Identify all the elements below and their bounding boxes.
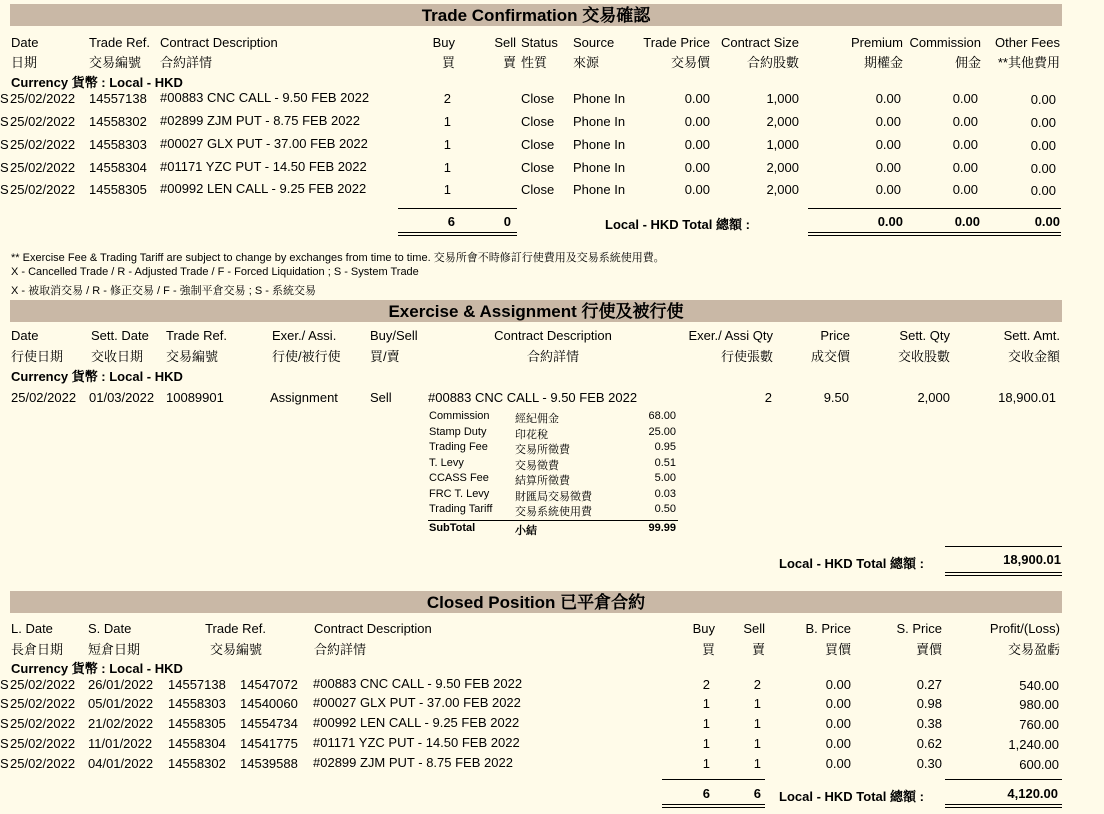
commission: 0.00 [952,182,978,197]
col-contract-zh: 合約詳情 [526,349,579,364]
commission: 0.00 [952,114,978,129]
sell-qty: 1 [753,696,761,711]
col-trade-ref: Trade Ref. [89,35,150,50]
total-sell: 6 [753,786,761,801]
col-s-price: S. Price [896,621,942,636]
col-sett-amt: Sett. Amt. [1003,328,1060,343]
double-rule [945,804,1062,808]
trade-price: 0.00 [684,114,710,129]
col-other-fees-zh: **其他費用 [997,55,1060,70]
other-fees: 0.00 [1030,115,1056,130]
fee-amount: 68.00 [648,410,676,422]
trade-ref-short: 14539588 [240,756,298,771]
col-sett-date-zh: 交收日期 [91,349,144,364]
contract-size: 1,000 [766,91,799,106]
subtotal-label-zh: 小結 [515,525,537,537]
long-date: 25/02/2022 [10,716,76,731]
col-premium-zh: 期權金 [863,55,903,70]
profit-loss: 760.00 [1019,717,1059,732]
trade-price: 0.00 [684,182,710,197]
commission: 0.00 [952,91,978,106]
trade-date: 25/02/2022 [10,114,76,129]
system-trade-flag: S [0,182,9,197]
short-date: 04/01/2022 [88,756,154,771]
long-date: 25/02/2022 [10,696,76,711]
col-commission-zh: 佣金 [954,55,981,70]
double-rule [945,572,1062,576]
contract-description: #00883 CNC CALL - 9.50 FEB 2022 [313,676,523,691]
col-buy: Buy [432,35,455,50]
contract-size: 1,000 [766,137,799,152]
trade-price: 0.00 [684,91,710,106]
total-rule [662,779,765,780]
short-date: 11/01/2022 [88,736,153,751]
exercise-sett-qty: 2,000 [917,390,950,405]
total-label: Local - HKD Total 總額 : [605,217,750,232]
long-date: 25/02/2022 [10,756,76,771]
buy-qty: 1 [443,160,451,175]
col-date-zh: 行使日期 [11,349,64,364]
col-sett-qty: Sett. Qty [899,328,950,343]
col-status-zh: 性質 [521,55,548,70]
exercise-sett-date: 01/03/2022 [89,390,155,405]
trade-price: 0.00 [684,137,710,152]
col-date: Date [11,35,39,50]
col-contract: Contract Description [314,621,432,636]
col-exer-zh: 行使/被行使 [272,349,341,364]
currency-label: Currency 貨幣 : Local - HKD [11,661,183,676]
trade-ref-long: 14558305 [168,716,226,731]
col-s-date-zh: 短倉日期 [88,642,141,657]
fee-name: Commission [429,410,490,422]
col-contract: Contract Description [160,35,278,50]
exercise-contract: #00883 CNC CALL - 9.50 FEB 2022 [428,390,638,405]
system-trade-flag: S [0,160,9,175]
sell-qty: 1 [753,736,761,751]
source: Phone In [573,137,626,152]
trade-ref: 14557138 [89,91,147,106]
col-trade-ref-zh: 交易編號 [89,55,142,70]
source: Phone In [573,182,626,197]
status: Close [521,114,555,129]
fee-name-zh: 印花稅 [515,428,548,441]
fee-name-zh: 交易所徵費 [515,444,570,456]
fee-name-zh: 交易徵費 [515,459,559,472]
fee-amount: 0.95 [654,441,676,453]
fee-amount: 0.03 [654,487,676,500]
commission: 0.00 [952,160,978,175]
col-l-date-zh: 長倉日期 [11,642,64,657]
system-trade-flag: S [0,696,9,711]
exercise-price: 9.50 [823,390,849,405]
total-amount: 18,900.01 [1003,552,1061,567]
col-trade-ref: Trade Ref. [205,621,266,636]
fee-amount: 5.00 [654,472,676,484]
trade-ref-long: 14557138 [168,677,226,692]
col-contract: Contract Description [494,328,612,343]
contract-size: 2,000 [766,114,799,129]
buy-price: 0.00 [825,716,851,731]
col-profit-loss: Profit/(Loss) [989,621,1060,636]
col-exer: Exer./ Assi. [272,328,337,343]
short-date: 26/01/2022 [88,677,154,692]
col-contract-size-zh: 合約股數 [746,55,799,70]
exercise-qty: 2 [764,390,772,405]
trade-date: 25/02/2022 [10,91,76,106]
premium: 0.00 [875,137,901,152]
sell-qty: 1 [753,756,761,771]
trade-ref-long: 14558302 [168,756,226,771]
buy-price: 0.00 [825,677,851,692]
contract-description: #02899 ZJM PUT - 8.75 FEB 2022 [313,755,513,770]
other-fees: 0.00 [1030,138,1056,153]
fee-name-zh: 交易系統使用費 [515,506,592,518]
exercise-date: 25/02/2022 [11,390,77,405]
sell-price: 0.98 [916,696,942,711]
trade-ref-short: 14547072 [240,677,298,692]
system-trade-flag: S [0,756,9,771]
col-sell-zh: 賣 [751,642,765,657]
col-qty-zh: 行使張數 [720,349,773,364]
total-rule [945,546,1062,547]
contract-description: #00883 CNC CALL - 9.50 FEB 2022 [160,90,370,105]
col-s-price-zh: 賣價 [915,642,942,657]
col-trade-price: Trade Price [643,35,710,50]
trade-ref: 14558304 [89,160,147,175]
other-fees: 0.00 [1030,183,1056,198]
closed-position-title: Closed Position 已平倉合約 [10,591,1062,613]
fee-name: Trading Tariff [429,503,493,515]
contract-description: #02899 ZJM PUT - 8.75 FEB 2022 [160,113,360,128]
contract-description: #00027 GLX PUT - 37.00 FEB 2022 [313,695,521,710]
long-date: 25/02/2022 [10,677,76,692]
fee-amount: 0.50 [654,503,676,515]
other-fees: 0.00 [1030,161,1056,176]
fee-name-zh: 財匯局交易徵費 [515,490,592,503]
col-trade-ref: Trade Ref. [166,328,227,343]
status: Close [521,137,555,152]
contract-description: #01171 YZC PUT - 14.50 FEB 2022 [160,159,367,174]
profit-loss: 600.00 [1019,757,1059,772]
trade-price: 0.00 [684,160,710,175]
buy-qty: 1 [443,182,451,197]
short-date: 21/02/2022 [88,716,154,731]
total-label: Local - HKD Total 總額 : [779,556,924,571]
fee-amount: 25.00 [648,425,676,438]
sell-qty: 1 [753,716,761,731]
contract-description: #00027 GLX PUT - 37.00 FEB 2022 [160,136,368,151]
source: Phone In [573,114,626,129]
total-rule [398,208,517,209]
col-other-fees: Other Fees [994,35,1060,50]
short-date: 05/01/2022 [88,696,154,711]
trade-ref: 14558305 [89,182,147,197]
exercise-sett-amt: 18,900.01 [998,390,1056,405]
premium: 0.00 [875,114,901,129]
col-sett-date: Sett. Date [91,328,149,343]
other-fees: 0.00 [1030,92,1056,107]
buy-price: 0.00 [825,756,851,771]
source: Phone In [573,160,626,175]
status: Close [521,160,555,175]
buy-price: 0.00 [825,736,851,751]
fee-amount: 0.51 [654,456,676,469]
col-sell-zh: 賣 [502,55,516,70]
fee-name: FRC T. Levy [429,487,490,500]
contract-description: #01171 YZC PUT - 14.50 FEB 2022 [313,735,520,750]
profit-loss: 540.00 [1019,678,1059,693]
premium: 0.00 [875,91,901,106]
col-date-zh: 日期 [11,55,38,70]
long-date: 25/02/2022 [10,736,76,751]
col-qty: Exer./ Assi Qty [688,328,773,343]
col-contract-size: Contract Size [720,35,799,50]
buy-qty: 1 [702,696,710,711]
trade-ref-short: 14540060 [240,696,298,711]
trade-ref-long: 14558304 [168,736,226,751]
status: Close [521,182,555,197]
buy-qty: 1 [702,736,710,751]
profit-loss: 1,240.00 [1008,737,1059,752]
buy-qty: 2 [443,91,451,106]
system-trade-flag: S [0,736,9,751]
fee-name: Trading Fee [429,441,488,453]
exercise-buysell: Sell [370,390,392,405]
trade-ref-short: 14541775 [240,736,298,751]
col-trade-ref-zh: 交易編號 [209,642,262,657]
total-sell: 0 [503,214,511,229]
col-sell: Sell [494,35,516,50]
currency-label: Currency 貨幣 : Local - HKD [11,75,183,90]
total-label: Local - HKD Total 總額 : [779,789,924,804]
total-profit-loss: 4,120.00 [1007,786,1058,801]
system-trade-flag: S [0,137,9,152]
subtotal-amount: 99.99 [648,522,676,534]
premium: 0.00 [875,182,901,197]
contract-size: 2,000 [766,160,799,175]
contract-size: 2,000 [766,182,799,197]
total-rule [808,208,1061,209]
exercise-type: Assignment [270,390,338,405]
trade-ref-short: 14554734 [240,716,298,731]
trade-ref: 14558302 [89,114,147,129]
trade-ref-long: 14558303 [168,696,226,711]
col-sett-amt-zh: 交收金額 [1007,349,1060,364]
col-date: Date [11,328,39,343]
trade-ref: 14558303 [89,137,147,152]
fee-name: Stamp Duty [429,425,487,438]
sell-qty: 2 [753,677,761,692]
col-premium: Premium [850,35,903,50]
total-commission: 0.00 [954,214,980,229]
col-sett-qty-zh: 交收股數 [897,349,950,364]
status: Close [521,91,555,106]
system-trade-flag: S [0,114,9,129]
col-status: Status [521,35,558,50]
col-contract-zh: 合約詳情 [160,55,213,70]
total-buy: 6 [447,214,455,229]
exercise-title: Exercise & Assignment 行使及被行使 [10,300,1062,322]
buy-price: 0.00 [825,696,851,711]
sell-price: 0.27 [916,677,942,692]
subtotal-label: SubTotal [429,522,476,534]
fee-name: CCASS Fee [429,472,489,484]
note-legend-zh: X - 被取消交易 / R - 修正交易 / F - 強制平倉交易 ; S - 系統交易 [11,285,316,297]
buy-qty: 1 [443,137,451,152]
buy-qty: 1 [443,114,451,129]
col-trade-price-zh: 交易價 [670,55,710,70]
col-l-date: L. Date [11,621,53,636]
exercise-ref: 10089901 [166,390,224,405]
double-rule [808,232,1061,236]
trade-date: 25/02/2022 [10,160,76,175]
col-buysell-zh: 買/賣 [370,349,400,364]
source: Phone In [573,91,626,106]
trade-date: 25/02/2022 [10,182,76,197]
premium: 0.00 [875,160,901,175]
col-trade-ref-zh: 交易編號 [166,349,219,364]
col-profit-loss-zh: 交易盈虧 [1007,642,1060,657]
col-buy-zh: 買 [701,642,715,657]
trade-confirmation-title: Trade Confirmation 交易確認 [10,4,1062,26]
note-legend-en: X - Cancelled Trade / R - Adjusted Trade / F - Forced Liquidation ; S - System Trade [11,266,419,278]
buy-qty: 1 [702,716,710,731]
note-fees: ** Exercise Fee & Trading Tariff are subject to change by exchanges from time to time. 交易所會不時修訂行使費用及交易系統使用費。 [11,252,665,264]
col-contract-zh: 合約詳情 [314,642,367,657]
trade-date: 25/02/2022 [10,137,76,152]
fee-name-zh: 經紀佣金 [515,413,559,425]
double-rule [398,232,517,236]
sell-price: 0.30 [916,756,942,771]
system-trade-flag: S [0,677,9,692]
col-sell: Sell [743,621,765,636]
system-trade-flag: S [0,91,9,106]
commission: 0.00 [952,137,978,152]
sell-price: 0.62 [916,736,942,751]
contract-description: #00992 LEN CALL - 9.25 FEB 2022 [160,181,367,196]
col-buy-zh: 買 [441,55,455,70]
total-buy: 6 [702,786,710,801]
sell-price: 0.38 [916,716,942,731]
double-rule [662,804,765,808]
col-price-zh: 成交價 [810,349,850,364]
fee-name-zh: 結算所徵費 [515,475,570,487]
contract-description: #00992 LEN CALL - 9.25 FEB 2022 [313,715,520,730]
col-price: Price [820,328,850,343]
col-commission: Commission [909,35,981,50]
buy-qty: 1 [702,756,710,771]
fee-name: T. Levy [429,456,464,469]
col-b-price-zh: 買價 [824,642,851,657]
col-buysell: Buy/Sell [370,328,418,343]
total-other: 0.00 [1034,214,1060,229]
buy-qty: 2 [702,677,710,692]
col-source: Source [573,35,615,50]
total-rule [945,779,1062,780]
total-premium: 0.00 [877,214,903,229]
col-b-price: B. Price [805,621,851,636]
col-source-zh: 來源 [573,55,600,70]
profit-loss: 980.00 [1019,697,1059,712]
currency-label: Currency 貨幣 : Local - HKD [11,369,183,384]
subtotal-rule [428,520,678,521]
system-trade-flag: S [0,716,9,731]
col-s-date: S. Date [88,621,132,636]
col-buy: Buy [692,621,715,636]
